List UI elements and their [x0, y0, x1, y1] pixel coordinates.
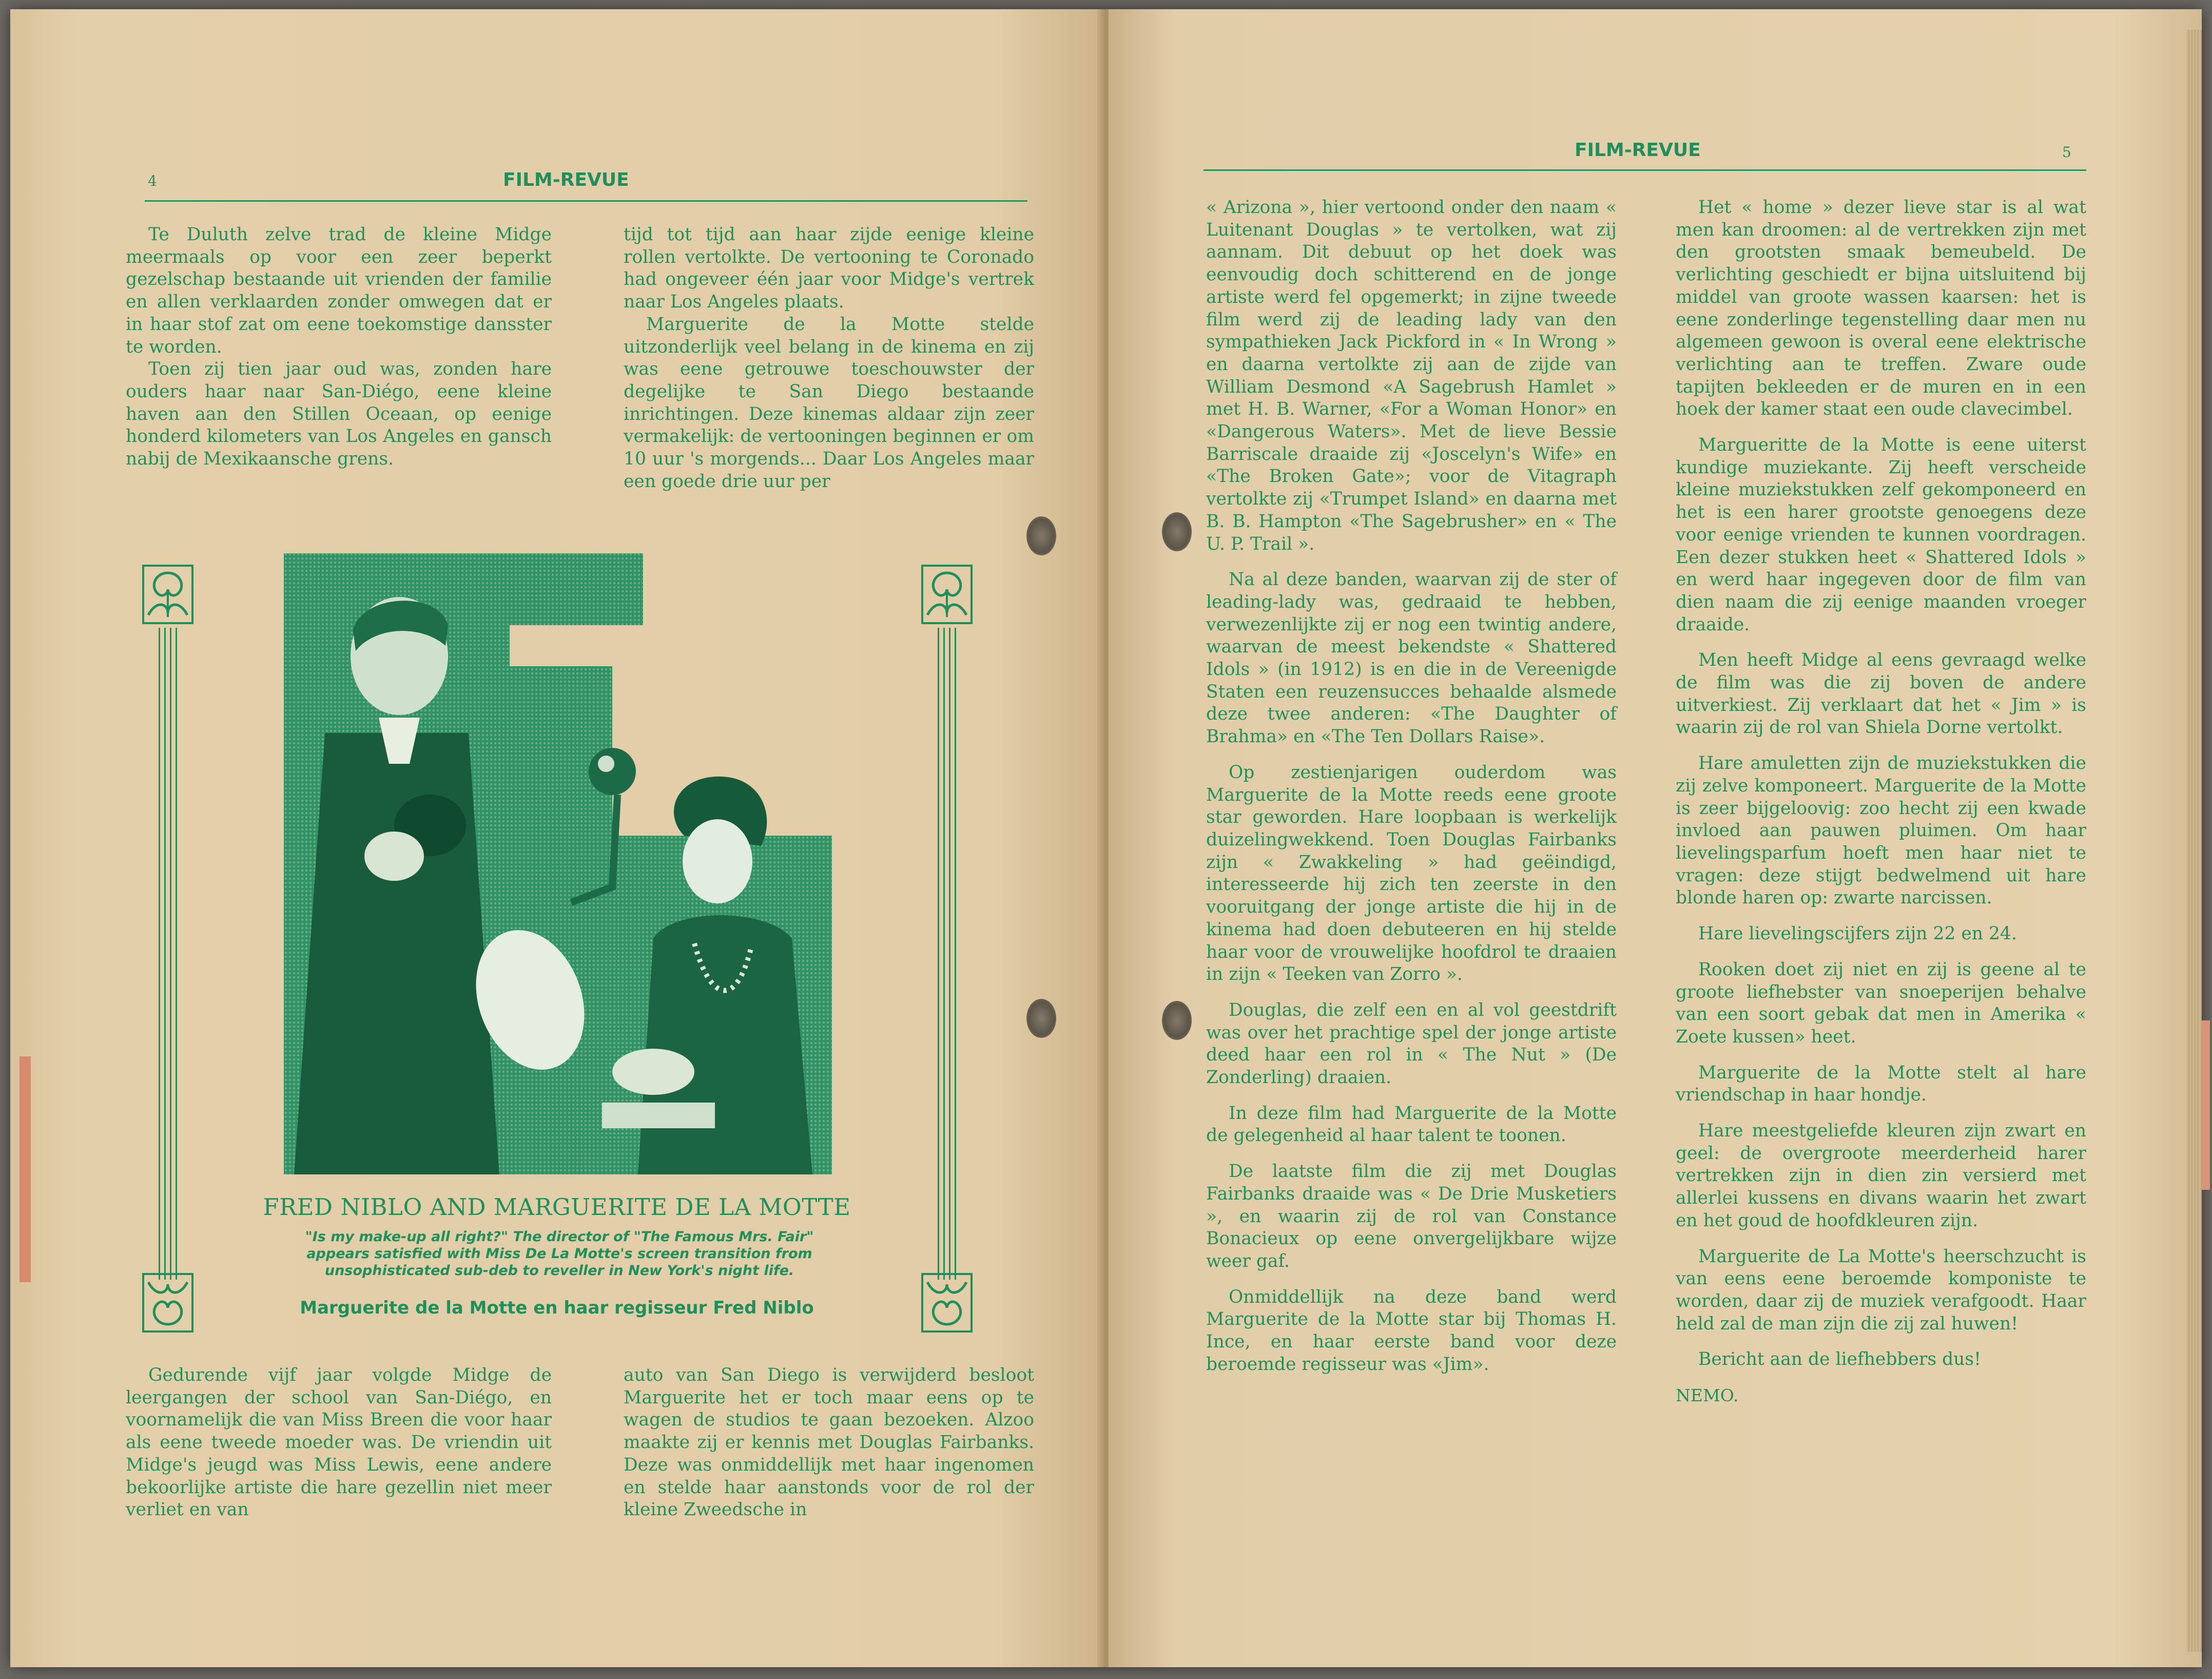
photo-figure — [126, 541, 988, 1336]
header-rule-left — [145, 200, 1027, 202]
paragraph: Marguerite de la Motte stelde uitzonderlijk veel belang in de kinema en zij was eene getrouwe toeschouwster der degelijke te San Diego bestaande inrichtingen. Deze kinemas aldaar zijn zeer vermakelijk: de vertooningen beginnen er om 10 uur 's morgends... Daar Los Angeles maar een goede drie uur per — [624, 314, 1034, 492]
ornament-column-left — [141, 564, 195, 1328]
left-col2-bottom — [624, 1364, 1034, 1521]
paragraph: In deze film had Marguerite de la Motte de gelegenheid al haar talent te toonen. — [1206, 1103, 1617, 1146]
magazine-spread — [10, 9, 2202, 1667]
paragraph: Margueritte de la Motte is eene uiterst kundige muziekante. Zij heeft verscheide kleine muziekstukken zelf gekomponeerd en het is een harer grootste genoegens deze voor eenige vrienden te kunnen voordragen. Een dezer stukken heet « Shattered Idols » en werd haar ingegeven door de film van dien naam die zij eenige maanden vroeger draaide. — [1676, 435, 2086, 635]
halftone-photo — [284, 548, 832, 1174]
binding-hole — [1026, 999, 1056, 1038]
page-number-left: 4 — [148, 172, 157, 189]
ornament-capital-icon — [920, 564, 974, 625]
right-col2 — [1676, 197, 2086, 1407]
author-signature: NEMO. — [1676, 1385, 1739, 1406]
page-edge-tab — [2202, 1020, 2210, 1190]
paragraph: tijd tot tijd aan haar zijde eenige kleine rollen vertolkte. De vertooning te Coronado had ongeveer één jaar voor Midge's vertrek naar Los Angeles plaats. — [624, 224, 1034, 313]
left-col1-top — [126, 224, 552, 471]
header-rule-right — [1204, 169, 2086, 171]
paragraph: Rooken doet zij niet en zij is geene al te groote liefhebster van snoeperijen behalve van een soort gebak dat men in Amerika « Zoete kussen» heet. — [1676, 959, 2086, 1047]
paragraph: Onmiddellijk na deze band werd Marguerite de la Motte star bij Thomas H. Ince, en haar eerste band voor deze beroemde regisseur was «Jim». — [1206, 1286, 1617, 1375]
binding-hole — [1162, 512, 1192, 551]
ornament-column-right — [920, 564, 974, 1328]
paragraph: Het « home » dezer lieve star is al wat men kan droomen: al de vertrekken zijn met den grootsten smaak bemeubeld. De verlichting geschiedt er bijna uitsluitend bij middel van groote wassen kaarsen: het is eene zonderlinge tegenstelling daar men nu algemeen gewoon is overal eene elektrische verlichting aan te treffen. Zware oude tapijten bekleeden er de muren en in een hoek der kamer staat een oude clavecimbel. — [1676, 197, 2086, 420]
running-head-right: FILM-REVUE — [1575, 140, 1701, 161]
paragraph: Gedurende vijf jaar volgde Midge de leergangen der school van San-Diégo, en voornamelijk die van Miss Breen die voor haar als eene tweede moeder was. De vriendin uit Midge's jeugd was Miss Lewis, eene andere bekoorlijke artiste die hare gezellin niet meer verliet en van — [126, 1365, 552, 1520]
photo-caption-text: "Is my make-up all right?" The director of "The Famous Mrs. Fair" appears satisfied with Miss De La Motte's screen transition from unsophisticated sub-deb to reveller in New York's night life. — [305, 1229, 814, 1279]
paragraph: Men heeft Midge al eens gevraagd welke de film was die zij boven de andere uitverkiest. Zij verklaart dat het « Jim » is waarin zij de rol van Shiela Dorne vertolkt. — [1676, 650, 2086, 738]
paragraph: Douglas, die zelf een en al vol geestdrift was over het prachtige spel der jonge artiste deed haar een rol in « The Nut » (De Zonderling) draaien. — [1206, 999, 1617, 1088]
ornament-base-icon — [920, 1272, 974, 1334]
paragraph: Marguerite de La Motte's heerschzucht is van eens eene beroemde komponiste te worden, daar zij de muziek verafgoodt. Haar held zal de man zijn die zij zal huwen! — [1676, 1246, 2086, 1334]
paragraph: auto van San Diego is verwijderd besloot Marguerite het er toch maar eens op te wagen de studios te gaan bezoeken. Alzoo maakte zij er kennis met Douglas Fairbanks. Deze was onmiddellijk met haar ingenomen en stelde haar aanstonds voor de rol der kleine Zweedsche in — [624, 1365, 1034, 1520]
paragraph: Marguerite de la Motte stelt al hare vriendschap in haar hondje. — [1676, 1062, 2086, 1106]
ornament-capital-icon — [141, 564, 195, 625]
page-stack-edge — [2186, 30, 2202, 1652]
paragraph: Hare amuletten zijn de muziekstukken die zij zelve komponeert. Marguerite de la Motte is zeer bijgeloovig: zoo hecht zij een kwade invloed aan pauwen pluimen. Om haar lievelingsparfum hoeft men haar niet te vragen: deze stijgt bedwelmend uit hare blonde haren op: zwarte narcissen. — [1676, 753, 2086, 909]
paragraph: Bericht aan de liefhebbers dus! — [1698, 1349, 1981, 1370]
paragraph: Hare meestgeliefde kleuren zijn zwart en geel: de overgroote meerderheid harer vertrekken zijn in dien zin versierd met allerlei kussens en divans waarin het zwart en het goud de hoofdkleuren zijn. — [1676, 1121, 2086, 1231]
binding-hole — [1026, 516, 1056, 555]
paragraph: Op zestienjarigen ouderdom was Marguerite de la Motte reeds eene groote star geworden. Hare loopbaan is werkelijk duizelingwekkend. Toen Douglas Fairbanks zijn « Zwakkeling » had geëindigd, interesseerde hij zich ten zeerste in den vooruitgang der jonge artiste die hij in de kinema had doen debuteeren en hij stelde haar voor de vrouwelijke hoofdrol te draaien in zijn « Teeken van Zorro ». — [1206, 762, 1617, 985]
paragraph: De laatste film die zij met Douglas Fairbanks draaide was « De Drie Musketiers », en waarin zij de rol van Constance Bonacieux op eene onvergelijkbare wijze weer gaf. — [1206, 1161, 1617, 1271]
binding-hole — [1162, 1001, 1192, 1040]
page-edge-tab — [20, 1056, 31, 1282]
left-col1-bottom — [126, 1364, 552, 1521]
running-head-left: FILM-REVUE — [503, 169, 629, 190]
paragraph: Te Duluth zelve trad de kleine Midge meermaals op voor een zeer beperkt gezelschap bestaande uit vrienden der familie en allen verklaarden zonder omwegen dat er in haar stof zat om eene toekomstige dansster te worden. — [126, 224, 552, 357]
paragraph: Na al deze banden, waarvan zij de ster of leading-lady was, gedraaid te hebben, verwezenlijkte zij er nog een twintig andere, waarvan de meest bekendste « Shattered Idols » (in 1912) is en die in de Vereenigde Staten een reuzensucces behaalde alsmede deze twee anderen: «The Daughter of Brahma» en «The Ten Dollars Raise». — [1206, 569, 1617, 747]
paragraph: Hare lievelingscijfers zijn 22 en 24. — [1698, 923, 2017, 944]
left-page — [10, 9, 1103, 1667]
paragraph: « Arizona », hier vertoond onder den naam « Luitenant Douglas » te vertolken, wat zij aannam. Dit debuut op het doek was eenvoudig doch schitterend en de jonge artiste werd fel opgemerkt; in zijne tweede film werd zij de leading lady van den sympathieken Jack Pickford in « In Wrong » en daarna vertolkte zij aan de zijde van William Desmond «A Sagebrush Hamlet » met H. B. Warner, «For a Woman Honor» en «Dangerous Waters». Met de lieve Bessie Barriscale draaide zij «Joscelyn's Wife» en «The Broken Gate»; voor de Vitagraph vertolkte zij «Trumpet Island» en daarna met B. B. Hampton «The Sagebrusher» en « The U. P. Trail ». — [1206, 197, 1617, 554]
page-number-right: 5 — [2062, 144, 2071, 161]
left-col2-top — [624, 224, 1034, 493]
right-col1 — [1206, 197, 1617, 1376]
paragraph: Toen zij tien jaar oud was, zonden hare ouders haar naar San-Diégo, eene kleine haven aan den Stillen Oceaan, op eenige honderd kilometers van Los Angeles en gansch nabij de Mexikaansche grens. — [126, 359, 552, 470]
ornament-base-icon — [141, 1272, 195, 1334]
photo-caption-title: FRED NIBLO AND MARGUERITE DE LA MOTTE — [263, 1193, 851, 1221]
right-page — [1109, 9, 2202, 1667]
photo-caption-dutch: Marguerite de la Motte en haar regisseur Fred Niblo — [300, 1298, 814, 1318]
